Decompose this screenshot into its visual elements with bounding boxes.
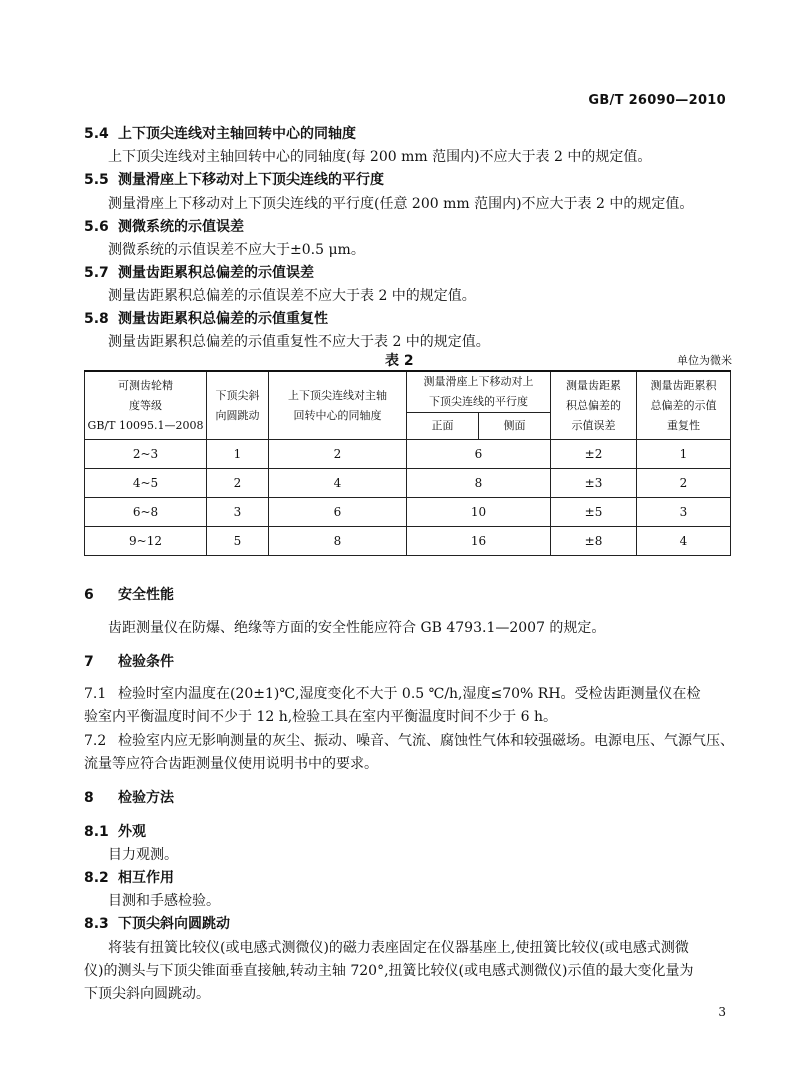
cell-grade: 9~12	[85, 527, 207, 556]
cell-coaxial: 8	[269, 527, 407, 556]
section-5-7-heading: 5.7 测量齿距累积总偏差的示值误差	[84, 265, 314, 281]
header-runout: 下顶尖斜 向圆跳动	[207, 371, 269, 440]
cell-error: ±3	[551, 469, 637, 498]
cell-parallel: 10	[407, 498, 551, 527]
cell-error: ±8	[551, 527, 637, 556]
table-row	[85, 440, 731, 469]
section-7-2-line1: 7.2 检验室内应无影响测量的灰尘、振动、噪音、气流、腐蚀性气体和较强磁场。电源电压、气源气压、	[84, 733, 734, 749]
section-5-4-heading: 5.4 上下顶尖连线对主轴回转中心的同轴度	[84, 126, 356, 142]
standard-number: GB/T 26090—2010	[588, 93, 726, 108]
header-coaxiality: 上下顶尖连线对主轴 回转中心的同轴度	[269, 371, 407, 440]
section-7-heading: 7 检验条件	[84, 654, 174, 670]
cell-error: ±2	[551, 440, 637, 469]
section-6-heading: 6 安全性能	[84, 587, 174, 603]
cell-grade: 6~8	[85, 498, 207, 527]
cell-repeat: 3	[637, 498, 731, 527]
section-5-6-text: 测微系统的示值误差不应大于±0.5 μm。	[108, 242, 365, 258]
section-7-1-line1: 7.1 检验时室内温度在(20±1)℃,湿度变化不大于 0.5 ℃/h,湿度≤70% RH。受检齿距测量仪在检	[84, 686, 701, 702]
cell-runout: 5	[207, 527, 269, 556]
cell-grade: 2~3	[85, 440, 207, 469]
section-8-2-text: 目测和手感检验。	[108, 893, 220, 909]
table-caption: 表 2	[385, 353, 414, 369]
section-8-3-heading: 8.3 下顶尖斜向圆跳动	[84, 916, 230, 932]
header-side: 侧面	[479, 413, 551, 440]
cell-runout: 1	[207, 440, 269, 469]
header-precision-grade: 可测齿轮精 度等级 GB/T 10095.1—2008	[85, 371, 207, 440]
cell-parallel: 16	[407, 527, 551, 556]
table-row	[85, 469, 731, 498]
table-unit: 单位为微米	[677, 354, 732, 367]
section-8-1-heading: 8.1 外观	[84, 824, 146, 840]
section-5-5-text: 测量滑座上下移动对上下顶尖连线的平行度(任意 200 mm 范围内)不应大于表 2 中的规定值。	[108, 196, 694, 212]
cell-runout: 3	[207, 498, 269, 527]
section-8-3-line2: 仪)的测头与下顶尖锥面垂直接触,转动主轴 720°,扭簧比较仪(或电感式测微仪)示值的最大变化量为	[84, 963, 694, 979]
section-5-4-text: 上下顶尖连线对主轴回转中心的同轴度(每 200 mm 范围内)不应大于表 2 中的规定值。	[108, 149, 652, 165]
spec-table	[84, 370, 731, 556]
table-row	[85, 527, 731, 556]
section-7-2-line2: 流量等应符合齿距测量仪使用说明书中的要求。	[84, 756, 378, 772]
cell-parallel: 8	[407, 469, 551, 498]
cell-repeat: 2	[637, 469, 731, 498]
section-6-text: 齿距测量仪在防爆、绝缘等方面的安全性能应符合 GB 4793.1—2007 的规定。	[108, 620, 606, 636]
cell-runout: 2	[207, 469, 269, 498]
section-8-1-text: 目力观测。	[108, 847, 178, 863]
section-5-8-heading: 5.8 测量齿距累积总偏差的示值重复性	[84, 311, 328, 327]
section-5-5-heading: 5.5 测量滑座上下移动对上下顶尖连线的平行度	[84, 172, 384, 188]
cell-coaxial: 2	[269, 440, 407, 469]
section-5-6-heading: 5.6 测微系统的示值误差	[84, 219, 244, 235]
cell-grade: 4~5	[85, 469, 207, 498]
section-8-3-line1: 将装有扭簧比较仪(或电感式测微仪)的磁力表座固定在仪器基座上,使扭簧比较仪(或电感式测微	[108, 940, 689, 956]
cell-repeat: 1	[637, 440, 731, 469]
page-number: 3	[718, 1005, 726, 1019]
section-8-heading: 8 检验方法	[84, 790, 174, 806]
table-row	[85, 498, 731, 527]
header-parallelism: 测量滑座上下移动对上 下顶尖连线的平行度	[407, 371, 551, 413]
header-repeatability: 测量齿距累积 总偏差的示值 重复性	[637, 371, 731, 440]
section-8-3-line3: 下顶尖斜向圆跳动。	[84, 986, 210, 1002]
cell-repeat: 4	[637, 527, 731, 556]
section-5-7-text: 测量齿距累积总偏差的示值误差不应大于表 2 中的规定值。	[108, 288, 476, 304]
cell-coaxial: 4	[269, 469, 407, 498]
section-7-1-line2: 验室内平衡温度时间不少于 12 h,检验工具在室内平衡温度时间不少于 6 h。	[84, 709, 558, 725]
section-5-8-text: 测量齿距累积总偏差的示值重复性不应大于表 2 中的规定值。	[108, 334, 490, 350]
section-8-2-heading: 8.2 相互作用	[84, 870, 174, 886]
cell-error: ±5	[551, 498, 637, 527]
header-front: 正面	[407, 413, 479, 440]
cell-parallel: 6	[407, 440, 551, 469]
header-indication-error: 测量齿距累 积总偏差的 示值误差	[551, 371, 637, 440]
cell-coaxial: 6	[269, 498, 407, 527]
